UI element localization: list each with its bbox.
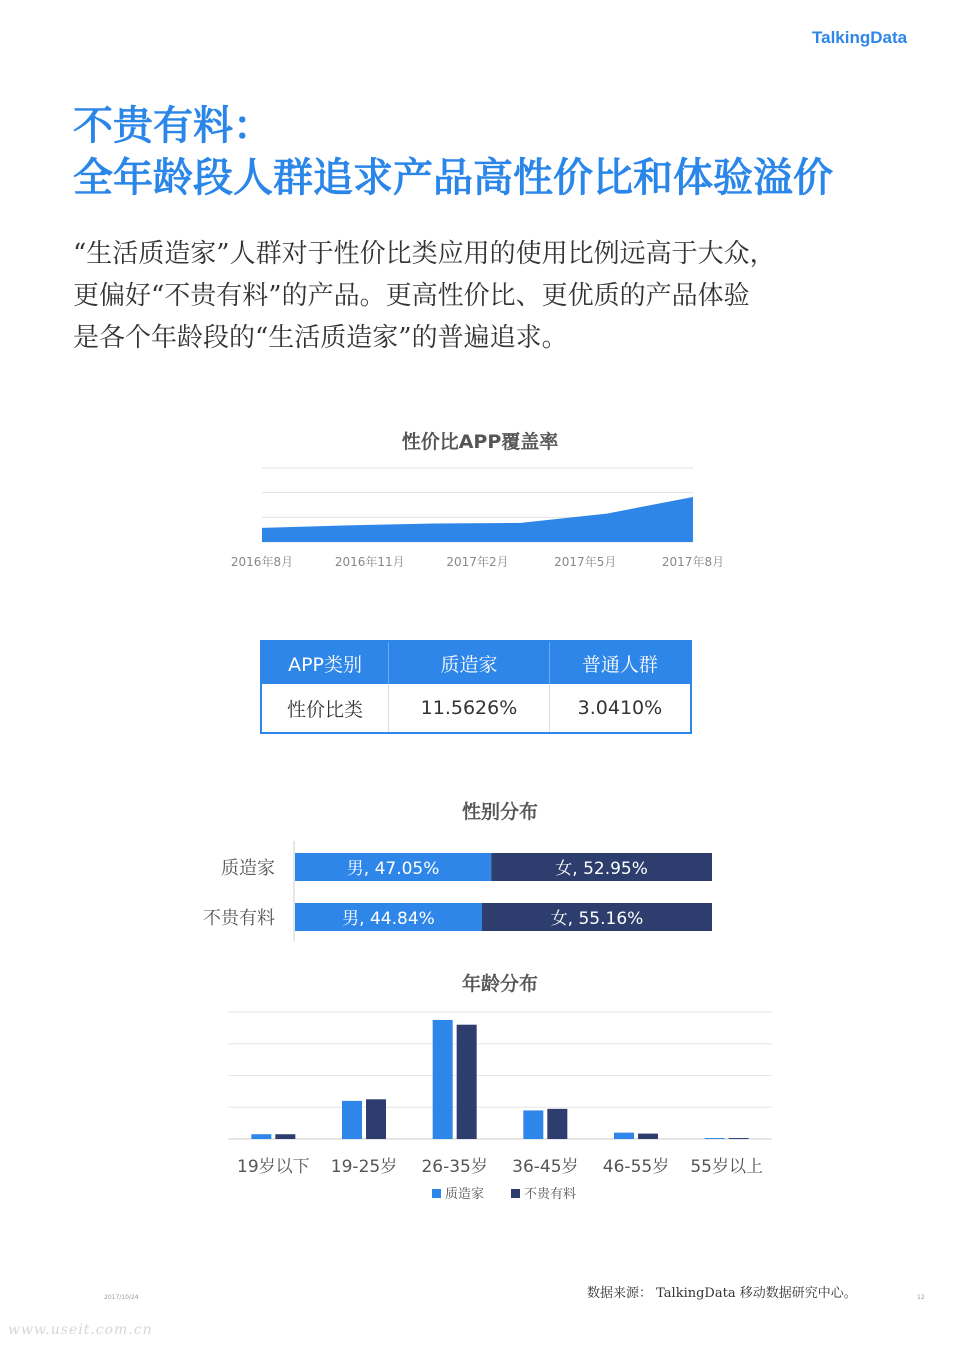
intro-line: “生活质造家”人群对于性价比类应用的使用比例远高于大众， [73,239,776,269]
legend-swatch [511,1189,520,1198]
x-tick-label: 2017年5月 [554,555,617,569]
table-header-row [261,641,691,684]
table-cell: 11.5626% [389,684,550,733]
x-tick-label: 55岁以上 [690,1157,763,1177]
x-tick-label: 2017年8月 [661,555,725,569]
bar-zhizaojia [523,1110,543,1139]
bar-bugui [638,1134,658,1139]
x-tick-label: 36-45岁 [512,1157,579,1177]
x-tick-label: 2016年11月 [334,555,405,569]
table-header-zhizaojia: 质造家 [389,641,550,684]
coverage-area-chart [0,450,961,590]
table-header-category: APP类别 [261,641,389,684]
page-title [73,100,833,204]
app-category-table [260,640,692,734]
intro-line: 是各个年龄段的“生活质造家”的普遍追求。 [73,323,568,353]
table-cell: 3.0410% [577,697,663,719]
x-tick-label: 2017年2月 [446,555,509,569]
age-chart-title: 年龄分布 [461,973,538,995]
brand-logo-text: TalkingData [812,28,908,47]
gender-chart-title: 性别分布 [461,801,538,823]
data-source-note: 数据来源： TalkingData 移动数据研究中心。 [587,1286,857,1301]
x-tick-label: 19-25岁 [330,1157,398,1177]
footer-date: 2017/10/24 [104,1294,139,1301]
x-tick-label: 2016年8月 [230,555,294,569]
watermark: www.useit.com.cn [8,1322,153,1338]
bar-bugui [457,1025,477,1139]
table-cell: 性价比类 [261,684,389,733]
data-label: 男, 47.05% [346,859,440,879]
bar-bugui [366,1099,386,1139]
data-label: 男, 44.84% [342,909,435,929]
bar-bugui [729,1138,749,1139]
x-tick-label: 46-55岁 [602,1157,670,1177]
bar-bugui [275,1134,295,1139]
legend-label: 质造家 [445,1187,485,1202]
table-row [261,684,691,733]
legend-label: 不贵有料 [524,1187,577,1202]
table-header-general: 普通人群 [549,641,691,684]
y-tick-label: 不贵有料 [203,908,275,929]
data-label: 女, 52.95% [555,859,648,879]
data-label: 女, 55.16% [550,909,644,929]
bar-bugui [547,1109,567,1139]
bar-zhizaojia [342,1101,362,1139]
bar-zhizaojia [251,1134,271,1139]
bar-zhizaojia [433,1020,453,1139]
page-title-line1: 不贵有料： [73,103,273,149]
x-tick-label: 19岁以下 [237,1157,310,1177]
coverage-chart-title: 性价比APP覆盖率 [401,431,559,453]
legend-swatch [432,1189,441,1198]
page-title-line2: 全年龄段人群追求产品高性价比和体验溢价 [73,155,833,201]
age-grouped-bar-chart [0,1000,961,1210]
brand-logo [812,28,907,48]
coverage-area [262,497,693,542]
y-tick-label: 质造家 [221,858,275,879]
bar-zhizaojia [705,1138,725,1139]
x-tick-label: 26-35岁 [421,1157,488,1177]
intro-line: 更偏好“不贵有料”的产品。更高性价比、更优质的产品体验 [73,281,750,311]
intro-paragraph [73,233,903,359]
bar-zhizaojia [614,1133,634,1139]
gender-stacked-bar-chart [0,835,961,945]
page-number: 12 [917,1294,925,1301]
